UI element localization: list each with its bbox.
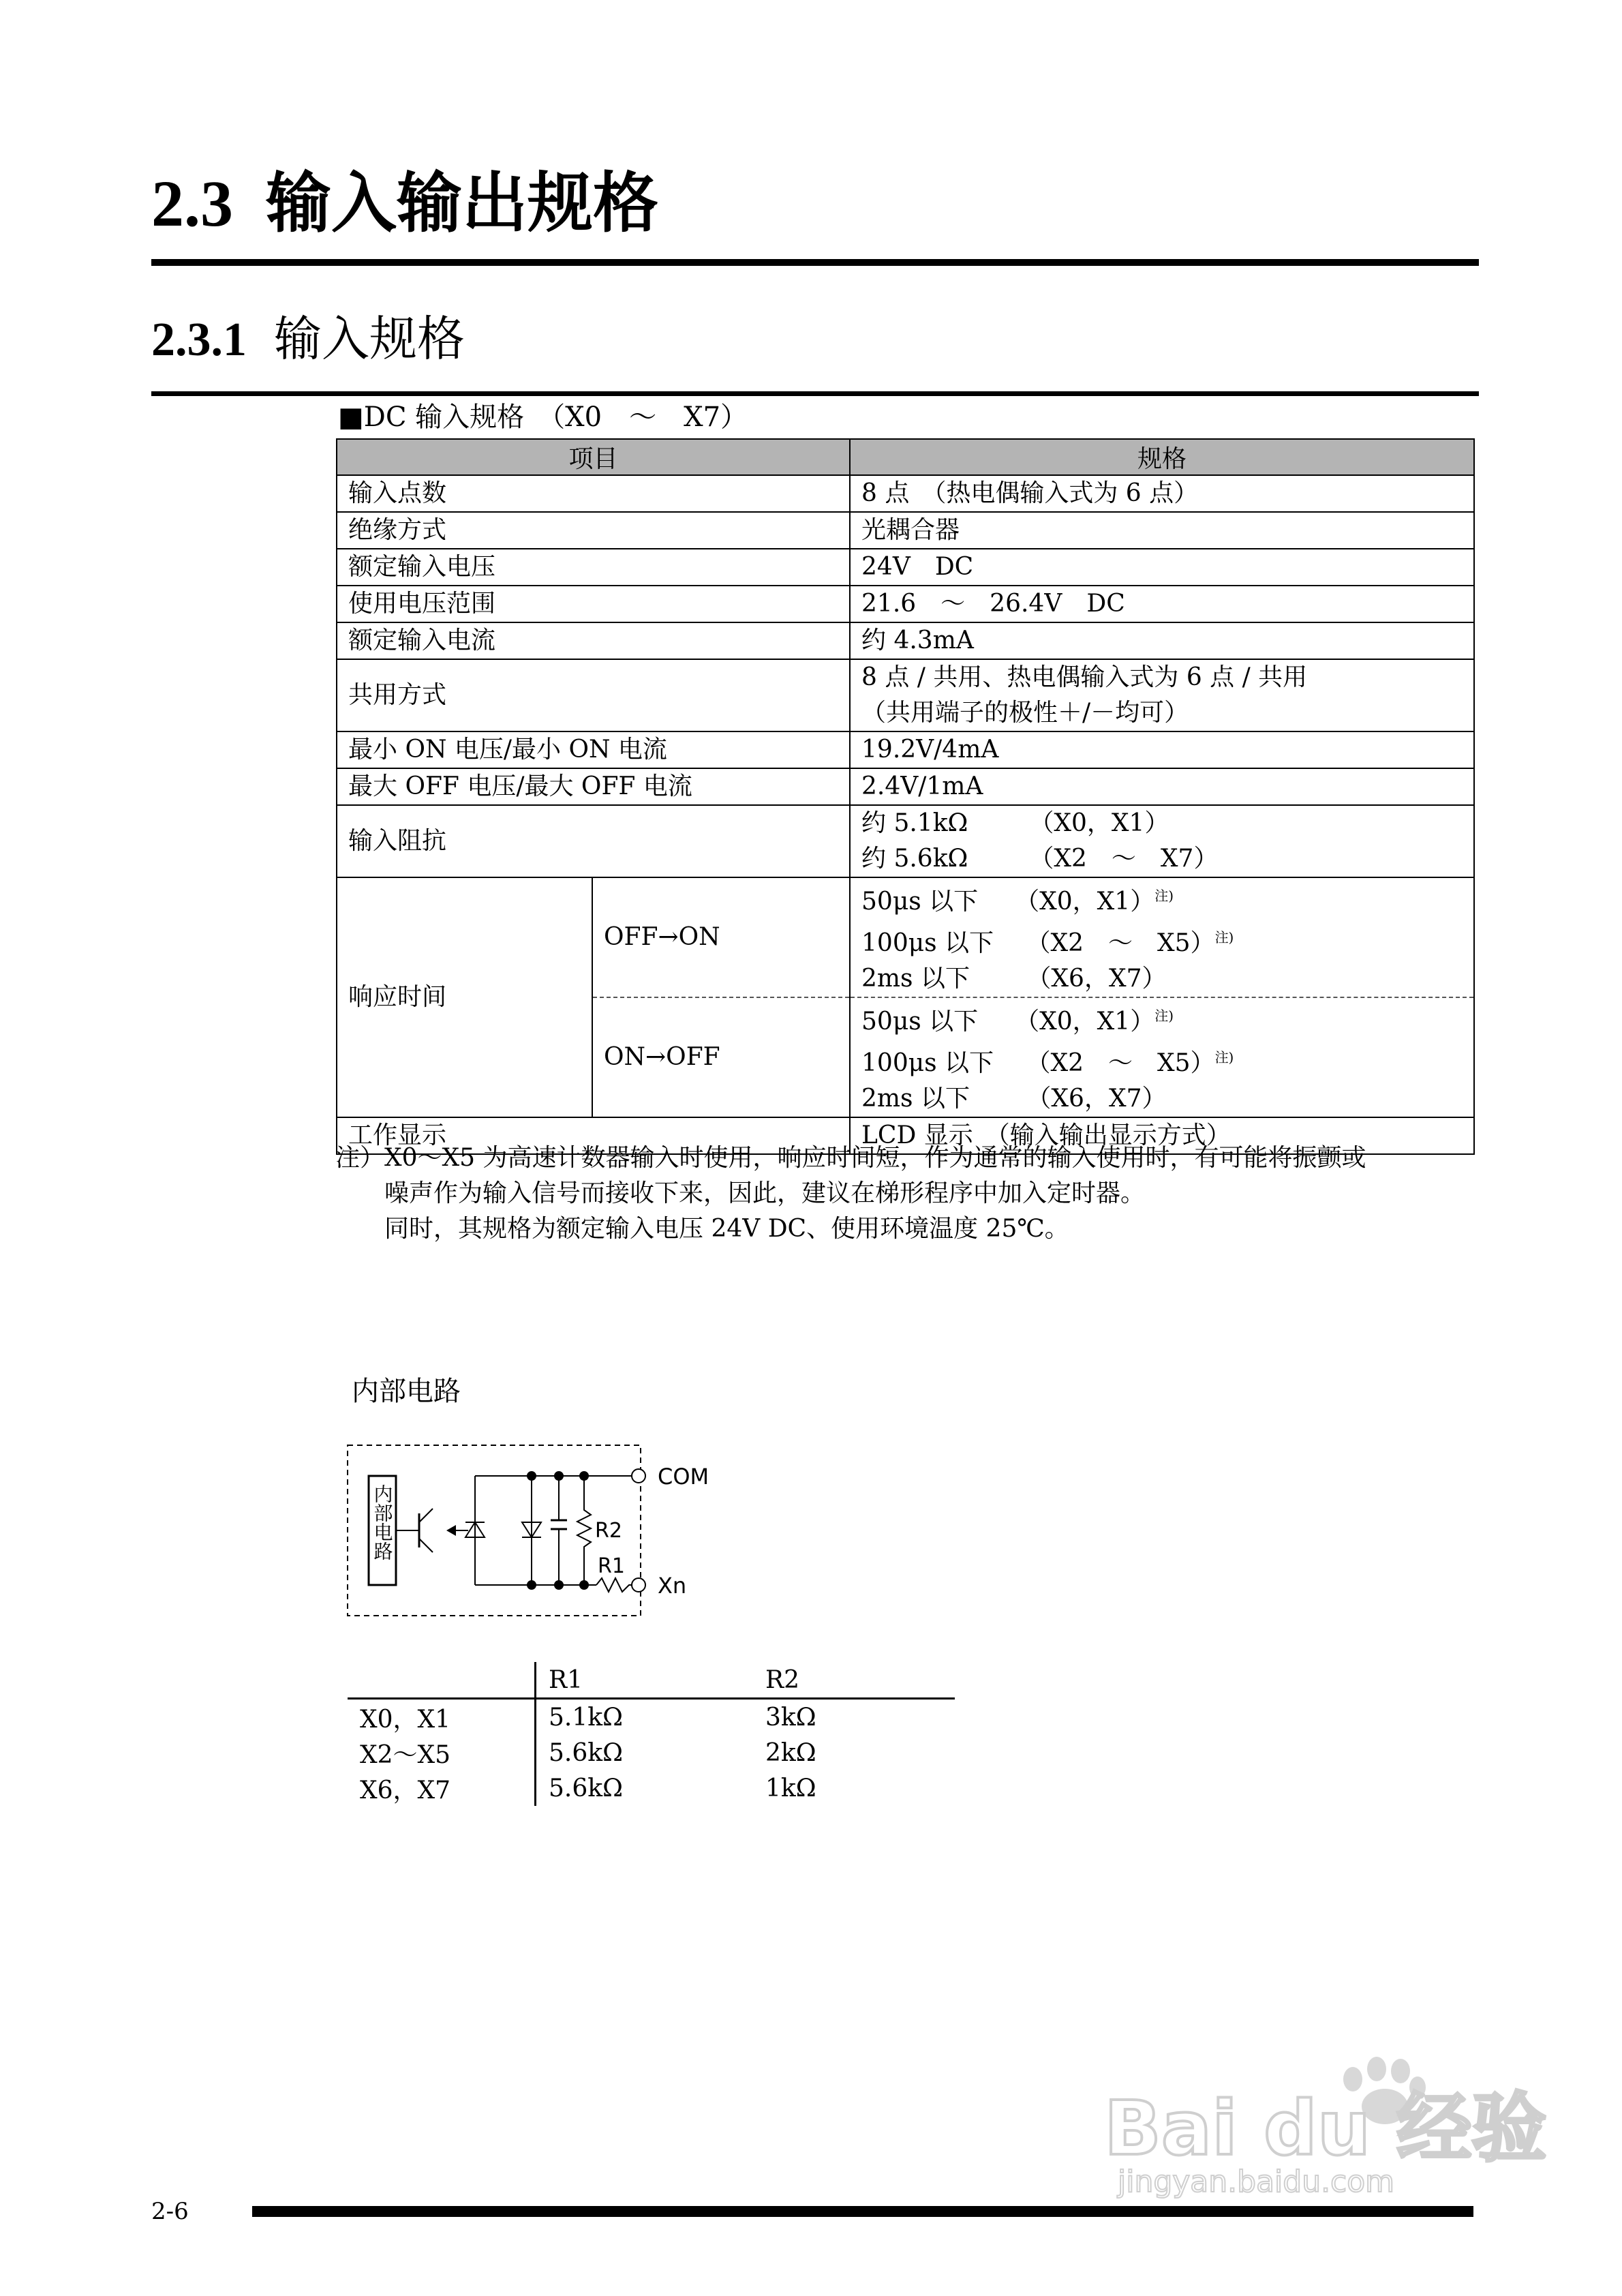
- spec-text: 50μs 以下 （X0，X1）: [861, 888, 1155, 916]
- row-spec: 19.2V/4mA: [850, 731, 1474, 768]
- row-item: 输入点数: [337, 475, 850, 512]
- row-spec: 光耦合器: [850, 512, 1474, 549]
- row-item: 工作显示: [337, 1117, 850, 1154]
- junction-dot: [527, 1471, 536, 1481]
- spec-line: [861, 1040, 1463, 1081]
- header-item: 项目: [337, 439, 850, 475]
- row-spec: [850, 805, 1474, 877]
- table-row: [337, 877, 1474, 997]
- table-row: [348, 1770, 955, 1806]
- response-on-off-label: ON→OFF: [592, 997, 850, 1117]
- table-row: [337, 549, 1474, 586]
- xn-label: Xn: [658, 1573, 687, 1599]
- note-mark: 注): [1154, 888, 1174, 904]
- section-number: 2.3: [151, 167, 233, 240]
- input-range: X2～X5: [360, 1740, 451, 1769]
- row-spec: 8 点 （热电偶输入式为 6 点）: [850, 475, 1474, 512]
- table-title: ■DC 输入规格 （X0 ～ X7）: [338, 402, 748, 433]
- r2-value: 1kΩ: [765, 1774, 816, 1802]
- note-line: 噪声作为输入信号而接收下来，因此，建议在梯形程序中加入定时器。: [384, 1179, 1146, 1207]
- r1-value: 5.6kΩ: [536, 1770, 754, 1806]
- internal-circuit-diagram: [344, 1442, 726, 1626]
- r2-label: R2: [595, 1519, 622, 1543]
- note-line: 同时，其规格为额定输入电压 24V DC、使用环境温度 25℃。: [384, 1215, 1069, 1243]
- input-range: X6，X7: [360, 1776, 451, 1804]
- spec-line: 2ms 以下 （X6，X7）: [861, 1085, 1167, 1113]
- row-item: 绝缘方式: [337, 512, 850, 549]
- circuit-title: 内部电路: [352, 1376, 461, 1407]
- row-spec: 2.4V/1mA: [850, 768, 1474, 805]
- spec-line: （共用端子的极性＋/－均可）: [861, 699, 1189, 727]
- resistor-header-row: [348, 1662, 955, 1699]
- spec-line: [861, 998, 1463, 1040]
- row-item: 使用电压范围: [337, 586, 850, 622]
- table-row: [337, 475, 1474, 512]
- section-heading: [151, 162, 658, 245]
- resistor-r2: [577, 1476, 591, 1585]
- row-spec: 21.6 ～ 26.4V DC: [850, 586, 1474, 622]
- table-row: [348, 1735, 955, 1770]
- junction-dot: [554, 1580, 564, 1590]
- spec-line: 2ms 以下 （X6，X7）: [861, 965, 1167, 993]
- r1-label: R1: [598, 1554, 625, 1578]
- subsection-title: 输入规格: [274, 311, 465, 367]
- table-header-row: [337, 439, 1474, 475]
- spec-text: 50μs 以下 （X0，X1）: [861, 1008, 1155, 1036]
- note-mark: 注): [1154, 1008, 1174, 1024]
- light-arrow-icon: [446, 1525, 456, 1536]
- input-range: X0，X1: [360, 1705, 451, 1734]
- row-spec: [850, 659, 1474, 731]
- table-note: [335, 1141, 1480, 1247]
- row-item: 额定输入电压: [337, 549, 850, 586]
- internal-circuit-block-label: 内部电路: [371, 1484, 394, 1560]
- response-on-off-spec: [850, 997, 1474, 1117]
- table-row: [337, 586, 1474, 622]
- table-row: [337, 805, 1474, 877]
- junction-dot: [527, 1580, 536, 1590]
- spec-line: [861, 920, 1463, 961]
- r1-value: 5.6kΩ: [536, 1735, 754, 1770]
- note-mark: 注): [1214, 1049, 1234, 1066]
- junction-dot: [579, 1471, 589, 1481]
- row-item: 额定输入电流: [337, 622, 850, 659]
- table-row: [337, 659, 1474, 731]
- xn-terminal-icon: [632, 1578, 645, 1592]
- table-row: [337, 622, 1474, 659]
- junction-dot: [554, 1471, 564, 1481]
- watermark-url: jingyan.baidu.com: [1118, 2164, 1395, 2199]
- spec-line: 约 5.1kΩ （X0，X1）: [861, 809, 1169, 837]
- row-item: 最小 ON 电压/最小 ON 电流: [337, 731, 850, 768]
- subsection-heading: [151, 308, 465, 371]
- subheading-rule: [151, 391, 1479, 396]
- com-label: COM: [658, 1464, 709, 1490]
- resistor-header-r1: R1: [536, 1662, 754, 1699]
- page-number: 2-6: [151, 2198, 189, 2225]
- row-spec: 24V DC: [850, 549, 1474, 586]
- note-mark: 注): [1214, 929, 1234, 946]
- resistor-table: [348, 1662, 955, 1806]
- spec-text: 100μs 以下 （X2 ～ X5）: [861, 1049, 1215, 1077]
- subsection-number: 2.3.1: [151, 314, 247, 366]
- baidu-jingyan-watermark: [1090, 2038, 1547, 2202]
- note-line: 注）X0～X5 为高速计数器输入时使用，响应时间短，作为通常的输入使用时，有可能将振颤或: [335, 1144, 1366, 1172]
- resistor-header: [348, 1662, 536, 1699]
- phototransistor-collector: [419, 1509, 433, 1522]
- row-item: 输入阻抗: [337, 805, 850, 877]
- spec-text: 100μs 以下 （X2 ～ X5）: [861, 929, 1215, 957]
- spec-line: 约 5.6kΩ （X2 ～ X7）: [861, 845, 1219, 873]
- resistor-header-r2: R2: [753, 1662, 955, 1699]
- r1-value: 5.1kΩ: [536, 1699, 754, 1736]
- input-spec-table: [336, 438, 1475, 1155]
- header-spec: 规格: [850, 439, 1474, 475]
- table-row: [337, 731, 1474, 768]
- response-off-on-spec: [850, 877, 1474, 997]
- watermark-brand: Bai du 经验: [1104, 2085, 1547, 2172]
- junction-dot: [579, 1580, 589, 1590]
- table-row: [348, 1699, 955, 1736]
- row-item: 共用方式: [337, 659, 850, 731]
- spec-line: [861, 878, 1463, 920]
- table-row: [337, 512, 1474, 549]
- heading-rule: [151, 259, 1479, 266]
- r2-value: 2kΩ: [765, 1738, 816, 1767]
- r2-value: 3kΩ: [765, 1703, 816, 1732]
- spec-line: 8 点 / 共用、热电偶输入式为 6 点 / 共用: [861, 663, 1308, 691]
- row-spec: 约 4.3mA: [850, 622, 1474, 659]
- table-row: [337, 768, 1474, 805]
- footer-rule: [252, 2206, 1473, 2217]
- row-spec: LCD 显示 （输入输出显示方式）: [850, 1117, 1474, 1154]
- response-off-on-label: OFF→ON: [592, 877, 850, 997]
- com-terminal-icon: [632, 1469, 645, 1483]
- row-item: 最大 OFF 电压/最大 OFF 电流: [337, 768, 850, 805]
- section-title: 输入输出规格: [266, 164, 658, 241]
- phototransistor-emitter: [419, 1539, 433, 1552]
- row-item: 响应时间: [337, 877, 592, 1117]
